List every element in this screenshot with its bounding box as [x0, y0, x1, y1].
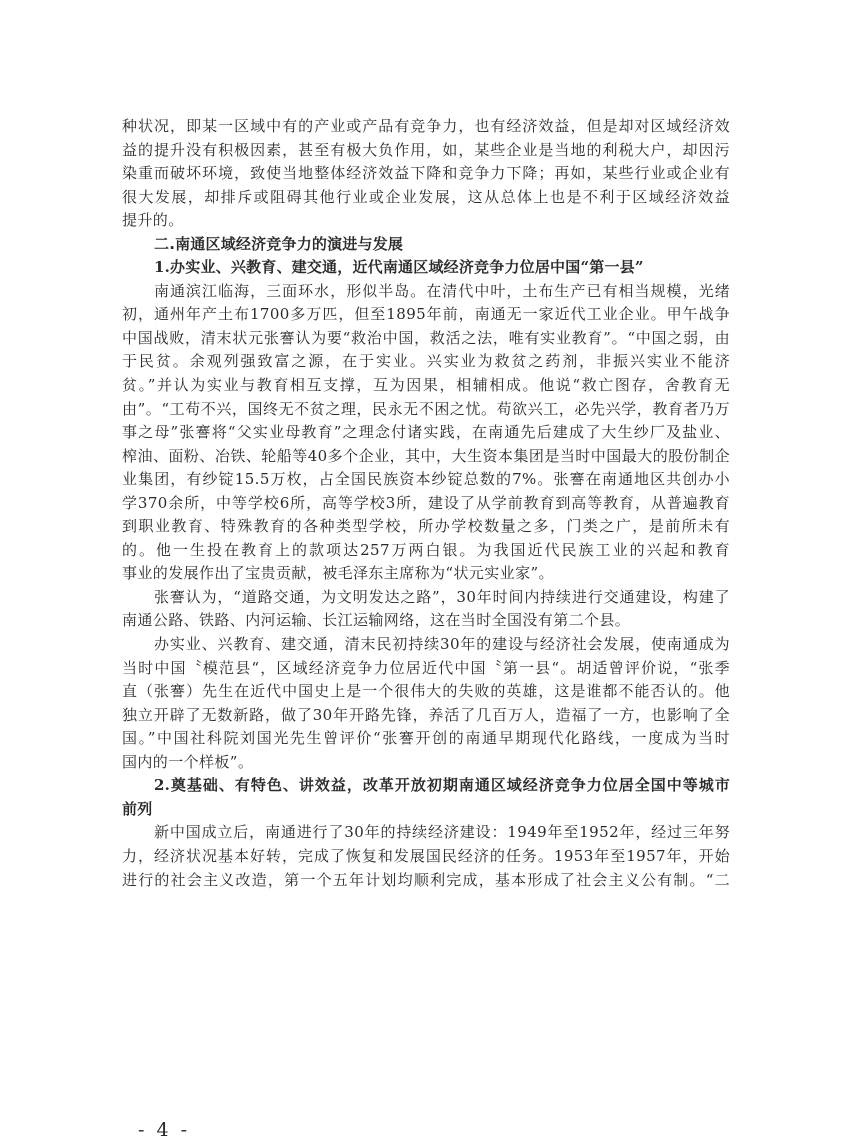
- text-line: 益的提升没有积极因素，甚至有极大负作用，如，某些企业是当地的利税大户，却因污: [122, 140, 730, 159]
- text-line: 进行的社会主义改造，第一个五年计划均顺利完成，基本形成了社会主义公有制。“二: [122, 870, 730, 889]
- text-line: 国内的一个样板”。: [122, 752, 254, 771]
- text-line: 于民贫。余观列强致富之源，在于实业。兴实业为救贫之药剂，非振兴实业不能济: [122, 352, 730, 371]
- text-line: 南通滨江临海，三面环水，形似半岛。在清代中叶，土布生产已有相当规模，光绪: [154, 281, 730, 300]
- text-line: 由”。“工苟不兴，国终无不贫之理，民永无不困之忧。苟欲兴工，必先兴学，教育者乃万: [122, 399, 730, 418]
- text-line: 中国战败，清末状元张謇认为要“救治中国，救活之法，唯有实业教育”。“中国之弱，由: [122, 328, 730, 347]
- text-line: 到职业教育、特殊教育的各种类型学校，所办学校数量之多，门类之广，是前所未有: [122, 517, 730, 536]
- text-line: 榨油、面粉、冶铁、轮船等40多个企业，其中，大生资本集团是当时中国最大的股份制企: [122, 446, 730, 465]
- page-number: - 4 -: [138, 1119, 191, 1141]
- text-line: 直（张謇）先生在近代中国史上是一个很伟大的失败的英雄，这是谁都不能否认的。他: [122, 682, 730, 701]
- text-line: 贫。”并认为实业与教育相互支撑，互为因果，相辅相成。他说“救亡图存，舍教育无: [122, 376, 730, 395]
- subsection-heading-line: 2.奠基础、有特色、讲效益，改革开放初期南通区域经济竞争力位居全国中等城市: [154, 776, 730, 795]
- subsection-heading-line: 前列: [122, 799, 153, 818]
- text-line: 的。他一生投在教育上的款项达257万两白银。为我国近代民族工业的兴起和教育: [122, 540, 730, 559]
- text-line: 南通公路、铁路、内河运输、长江运输网络，这在当时全国没有第二个县。: [122, 611, 631, 630]
- text-line: 事之母”张謇将“父实业母教育”之理念付诸实践，在南通先后建成了大生纱厂及盐业、: [122, 423, 730, 442]
- text-line: 学370余所，中等学校6所，高等学校3所，建设了从学前教育到高等教育，从普遍教育: [122, 493, 730, 512]
- text-line: 力，经济状况基本好转，完成了恢复和发展国民经济的任务。1953年至1957年，开始: [122, 846, 730, 865]
- text-line: 初，通州年产土布1700多万匹，但至1895年前，南通无一家近代工业企业。甲午战争: [122, 305, 730, 324]
- section-heading: 二.南通区域经济竞争力的演进与发展: [154, 234, 404, 253]
- text-line: 办实业、兴教育、建交通，清末民初持续30年的建设与经济社会发展，使南通成为: [154, 635, 730, 654]
- text-line: 当时中国〝模范县“，区域经济竞争力位居近代中国〝第一县“。胡适曾评价说，“张季: [122, 658, 730, 677]
- text-line: 种状况，即某一区域中有的产业或产品有竞争力，也有经济效益，但是却对区域经济效: [122, 117, 730, 135]
- text-line: 国。”中国社科院刘国光先生曾评价“张謇开创的南通早期现代化路线，一度成为当时: [122, 729, 730, 748]
- text-line: 提升的。: [122, 211, 184, 230]
- document-body: [122, 115, 730, 892]
- subsection-heading-line: 1.办实业、兴教育、建交通，近代南通区域经济竞争力位居中国“第一县”: [154, 258, 644, 277]
- text-line: 很大发展，却排斥或阻碍其他行业或企业发展，这从总体上也是不利于区域经济效益: [122, 187, 730, 206]
- text-line: 染重而破坏环境，致使当地整体经济效益下降和竞争力下降；再如，某些行业或企业有: [122, 164, 730, 183]
- text-line: 新中国成立后，南通进行了30年的持续经济建设：1949年至1952年，经过三年努: [154, 823, 730, 842]
- text-line: 独立开辟了无数新路，做了30年开路先锋，养活了几百万人，造福了一方，也影响了全: [122, 705, 730, 724]
- text-line: 业集团，有纱锭15.5万枚，占全国民族资本纱锭总数的7%。张謇在南通地区共创办小: [122, 470, 730, 489]
- text-line: 事业的发展作出了宝贵贡献，被毛泽东主席称为“状元实业家”。: [122, 564, 554, 583]
- text-line: 张謇认为，“道路交通，为文明发达之路”，30年时间内持续进行交通建设，构建了: [154, 587, 730, 606]
